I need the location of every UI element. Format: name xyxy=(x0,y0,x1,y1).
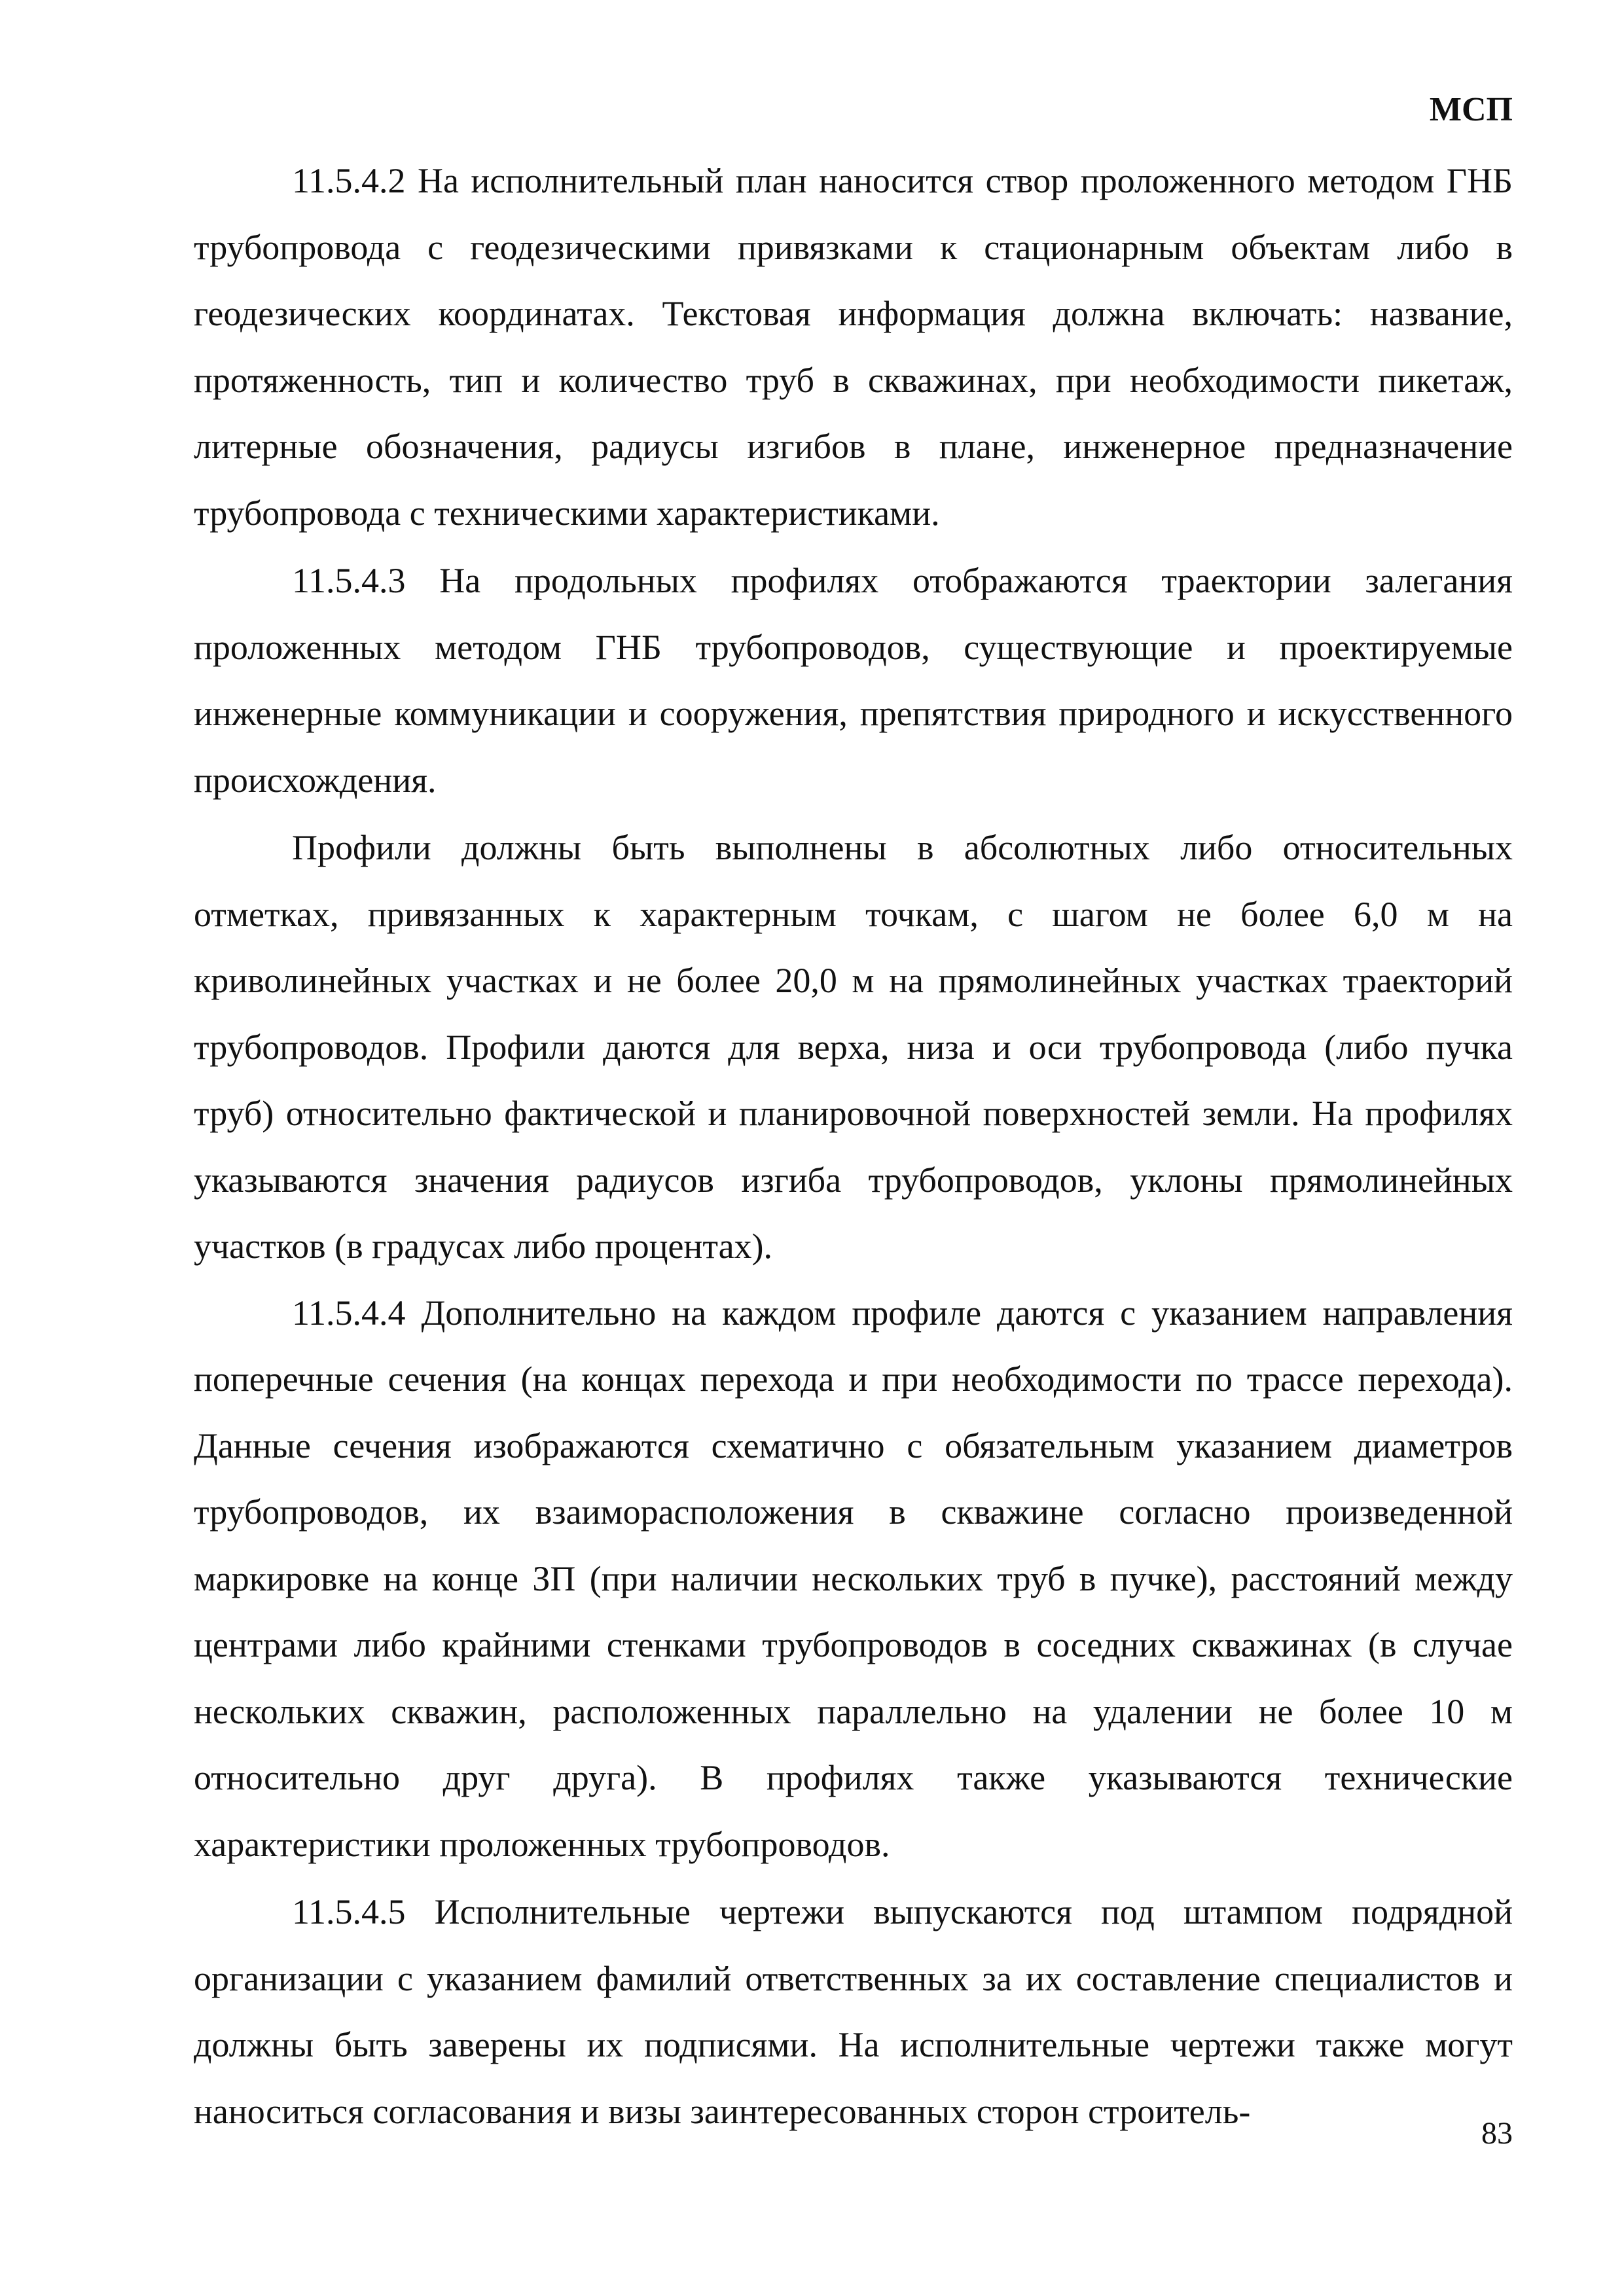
paragraph-11-5-4-3: 11.5.4.3 На продольных профилях отображаются траектории залегания проложенных методом ГНБ трубопроводов, существующие и проектируемые инженерные коммуникации и сооружения, препятствия природного и искусственного происхождения. xyxy=(194,561,1513,800)
page-number: 83 xyxy=(1481,2116,1513,2151)
paragraph-11-5-4-4: 11.5.4.4 Дополнительно на каждом профиле даются с указанием направления поперечные сечения (на концах перехода и при необходимости по трассе перехода). Данные сечения изображаются схематично с обязательным указанием диаметров трубопроводов, их взаиморасположения в скважине согласно произведенной маркировке на конце ЗП (при наличии нескольких труб в пучке), расстояний между центрами либо крайними стенками трубопроводов в соседних скважинах (в случае нескольких скважин, расположенных параллельно на удалении не более 10 м относительно друг друга). В профилях также указываются технические характеристики проложенных трубопроводов. xyxy=(194,1293,1513,1864)
document-code-header: МСП xyxy=(1429,91,1513,128)
paragraph-11-5-4-5: 11.5.4.5 Исполнительные чертежи выпускаются под штампом подрядной организации с указанием фамилий ответственных за их составление специалистов и должны быть заверены их подписями. На исполнительные чертежи также могут наноситься согласования и визы заинтересованных сторон строитель- xyxy=(194,1892,1513,2131)
paragraph-profiles: Профили должны быть выполнены в абсолютных либо относительных отметках, привязанных к характерным точкам, с шагом не более 6,0 м на криволинейных участках и не более 20,0 м на прямолинейных участках траекторий трубопроводов. Профили даются для верха, низа и оси трубопровода (либо пучка труб) относительно фактической и планировочной поверхностей земли. На профилях указываются значения радиусов изгиба трубопроводов, уклоны прямолинейных участков (в градусах либо процентах). xyxy=(194,828,1513,1266)
paragraph-11-5-4-2: 11.5.4.2 На исполнительный план наносится створ проложенного методом ГНБ трубопровода с геодезическими привязками к стационарным объектам либо в геодезических координатах. Текстовая информация должна включать: название, протяженность, тип и количество труб в скважинах, при необходимости пикетаж, литерные обозначения, радиусы изгибов в плане, инженерное предназначение трубопровода с техническими характеристиками. xyxy=(194,161,1513,533)
body-text xyxy=(194,148,1513,2145)
